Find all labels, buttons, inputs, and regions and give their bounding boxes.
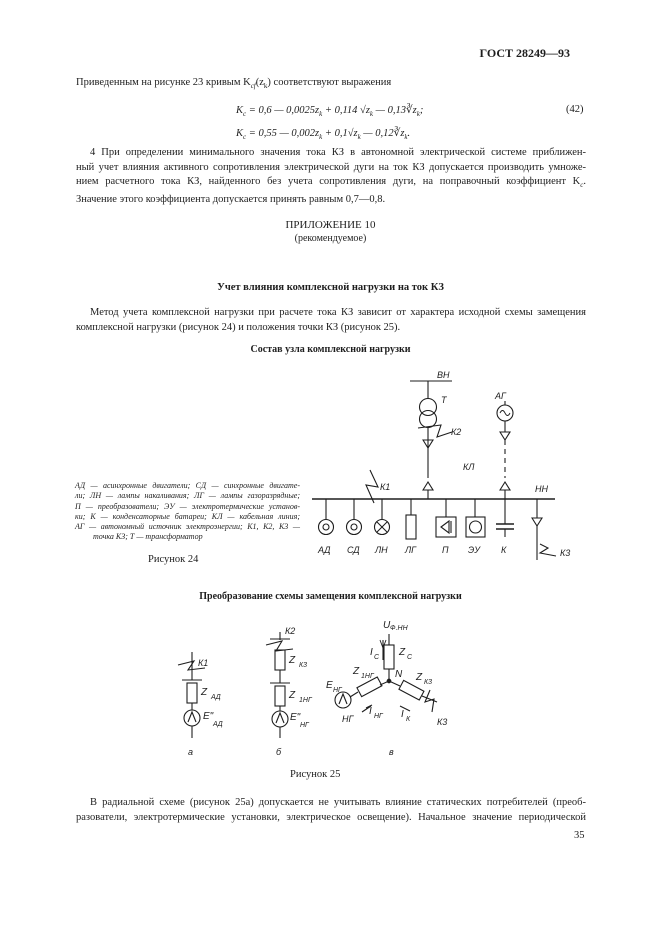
- lbl-c-ic-sub: C: [374, 654, 380, 661]
- intro-tail-end: ) соответствуют выражения: [267, 77, 392, 88]
- lbl-p: П: [442, 545, 449, 555]
- legend-line: АД — асинхронные двигатели; СД — синхронные двигате-: [75, 481, 300, 490]
- page-number: 35: [574, 830, 585, 841]
- lbl-c-ng: НГ: [342, 714, 354, 724]
- lbl-ln: ЛН: [375, 545, 388, 555]
- lbl-c-k3: К3: [437, 717, 448, 727]
- lbl-c-ik: I: [401, 709, 404, 720]
- lbl-a-e-sub: АД: [213, 721, 223, 728]
- coef-sub: c: [580, 181, 584, 190]
- legend-line: П — преобразователи; ЭУ — электротермические установ-: [75, 501, 300, 511]
- lbl-c-ik-sub: К: [406, 716, 411, 723]
- load-lg: [406, 515, 416, 539]
- formula-number: (42): [566, 104, 584, 115]
- k1-fault-bolt: [366, 470, 378, 503]
- b-impedance-1ng: [275, 686, 285, 706]
- a-impedance: [187, 683, 197, 703]
- lbl-a-e: E": [203, 711, 214, 722]
- lbl-b-k2: К2: [285, 626, 296, 636]
- lbl-c-n: N: [395, 669, 403, 680]
- lbl-nn: НН: [535, 484, 548, 494]
- formula-line-2: $K_c = 0,55$ — $0,002z_k + 0,1√z_k$ — $0,12∛z_k$.: [236, 128, 411, 142]
- footer-line: разователи, электротермические установки, электрическое освещение). Начальное значение периодической: [76, 811, 586, 823]
- transformer-winding-lv: [420, 411, 437, 428]
- c-impedance-zc: [384, 645, 394, 669]
- ag-breaker: [500, 432, 510, 440]
- lbl-b-z2-sub: 1НГ: [299, 697, 312, 704]
- intro-text: Приведенным на рисунке 23 кривым K: [76, 77, 251, 88]
- b-impedance-k3: [275, 650, 285, 670]
- figure25-caption: Рисунок 25: [290, 769, 341, 780]
- c-impedance-zk3: [399, 680, 424, 700]
- lbl-a-z-sub: АД: [211, 694, 221, 701]
- appendix-title: ПРИЛОЖЕНИЕ 10: [285, 219, 376, 231]
- lbl-a-k1: К1: [198, 658, 209, 668]
- k2-fault-bolt: [418, 425, 452, 437]
- footer-paragraph: [76, 796, 586, 825]
- legend-line: АГ — автономный источник электроэнергии; К1, К2, К3 —: [75, 522, 300, 532]
- lbl-c-eng: E: [326, 680, 333, 691]
- footer-line: В радиальной схеме (рисунок 25а) допускается не учитывать влияние статических потребителей (преоб-: [90, 797, 586, 808]
- lbl-c-z1ng-sub: 1НГ: [361, 673, 374, 680]
- lbl-c-zk3-sub: К3: [424, 679, 433, 686]
- lbl-c-zc-sub: C: [407, 654, 413, 661]
- lbl-c-z1ng: Z: [353, 666, 360, 677]
- para4-line: нием расчетного тока КЗ, найденного без учета сопротивления дуги, на поправочный коэффициент K: [76, 176, 581, 187]
- figure24-caption: Рисунок 24: [148, 554, 199, 565]
- lbl-c-ing: I: [369, 706, 372, 717]
- lbl-lg: ЛГ: [405, 545, 417, 555]
- lbl-c-ic: I: [370, 647, 373, 658]
- lbl-k2: К2: [451, 427, 462, 437]
- lbl-k1: К1: [380, 482, 391, 492]
- intro-tail-sub: k: [263, 82, 268, 91]
- para4-line: ный учет влияния активного сопротивления электрической дуги на ток КЗ допускается производить умноже-: [76, 161, 586, 173]
- load-eu: [466, 517, 485, 537]
- legend-line: ки; К — конденсаторные батареи; КЛ — кабельная линия;: [75, 511, 300, 521]
- lbl-a-letter: а: [188, 747, 194, 757]
- figure24-title: Состав узла комплексной нагрузки: [250, 344, 411, 355]
- lbl-t: Т: [441, 395, 447, 405]
- load-p: [436, 517, 456, 537]
- c-k3-bolt: [425, 690, 434, 712]
- lbl-eu: ЭУ: [468, 545, 480, 555]
- lbl-c-ing-sub: НГ: [374, 713, 383, 720]
- section-line: комплексной нагрузки (рисунок 24) и положения точки КЗ (рисунок 25).: [76, 321, 401, 333]
- lbl-ad: АД: [318, 545, 331, 555]
- load-ad: [319, 520, 334, 535]
- intro-tail: (z: [255, 77, 264, 88]
- appendix-subtitle: (рекомендуемое): [294, 233, 367, 244]
- lbl-sd: СД: [347, 545, 360, 555]
- coef-end: .: [583, 176, 586, 187]
- lbl-k3: К3: [560, 548, 571, 558]
- section-title: Учет влияния комплексной нагрузки на ток КЗ: [217, 282, 444, 293]
- standard-header: ГОСТ 28249—93: [479, 46, 570, 60]
- lbl-c-zk3: Z: [416, 672, 423, 683]
- figure25-title: Преобразование схемы замещения комплексной нагрузки: [199, 591, 462, 602]
- lbl-c-u: U: [383, 620, 391, 631]
- para4-line: 4 При определении минимального значения тока КЗ в автономной электрической системе приближен-: [90, 147, 586, 158]
- legend-line: ли; ЛН — лампы накаливания; ЛГ — лампы газоразрядные;: [75, 491, 300, 501]
- lbl-k: К: [501, 545, 507, 555]
- intro-sub: cf: [250, 82, 256, 91]
- lbl-a-z: Z: [201, 687, 208, 698]
- lbl-c-letter: в: [389, 747, 394, 757]
- lbl-b-e-sub: НГ: [300, 722, 309, 729]
- lbl-b-e: E": [290, 712, 301, 723]
- lbl-c-zc: Z: [399, 647, 406, 658]
- lbl-vn: ВН: [437, 370, 450, 380]
- nn-breaker: [532, 518, 542, 526]
- legend-line: точка КЗ; Т — трансформатор: [93, 532, 203, 542]
- para4-line: Значение этого коэффициента допускается принять равным 0,7—0,8.: [76, 193, 386, 205]
- load-sd: [347, 520, 362, 535]
- lbl-ag: АГ: [495, 391, 506, 401]
- lbl-kl: КЛ: [463, 462, 475, 472]
- lbl-b-letter: б: [276, 747, 282, 757]
- lbl-b-z1-sub: К3: [299, 662, 308, 669]
- lbl-c-eng-sub: НГ: [333, 687, 342, 694]
- lbl-b-z1: Z: [289, 655, 296, 666]
- k3-fault-bolt: [540, 544, 556, 556]
- breaker-arrow-t2: [423, 482, 433, 490]
- lbl-b-z2: Z: [289, 690, 296, 701]
- section-line: Метод учета комплексной нагрузки при расчете тока КЗ зависит от характера исходной схемы замещения: [90, 307, 586, 318]
- lbl-c-u-sub: Ф.НН: [390, 625, 408, 632]
- formula-line-1: $K_c = 0,6$ — $0,0025z_k + 0,114$ $√z_k$ — $0,13∛z_k$;: [236, 105, 424, 119]
